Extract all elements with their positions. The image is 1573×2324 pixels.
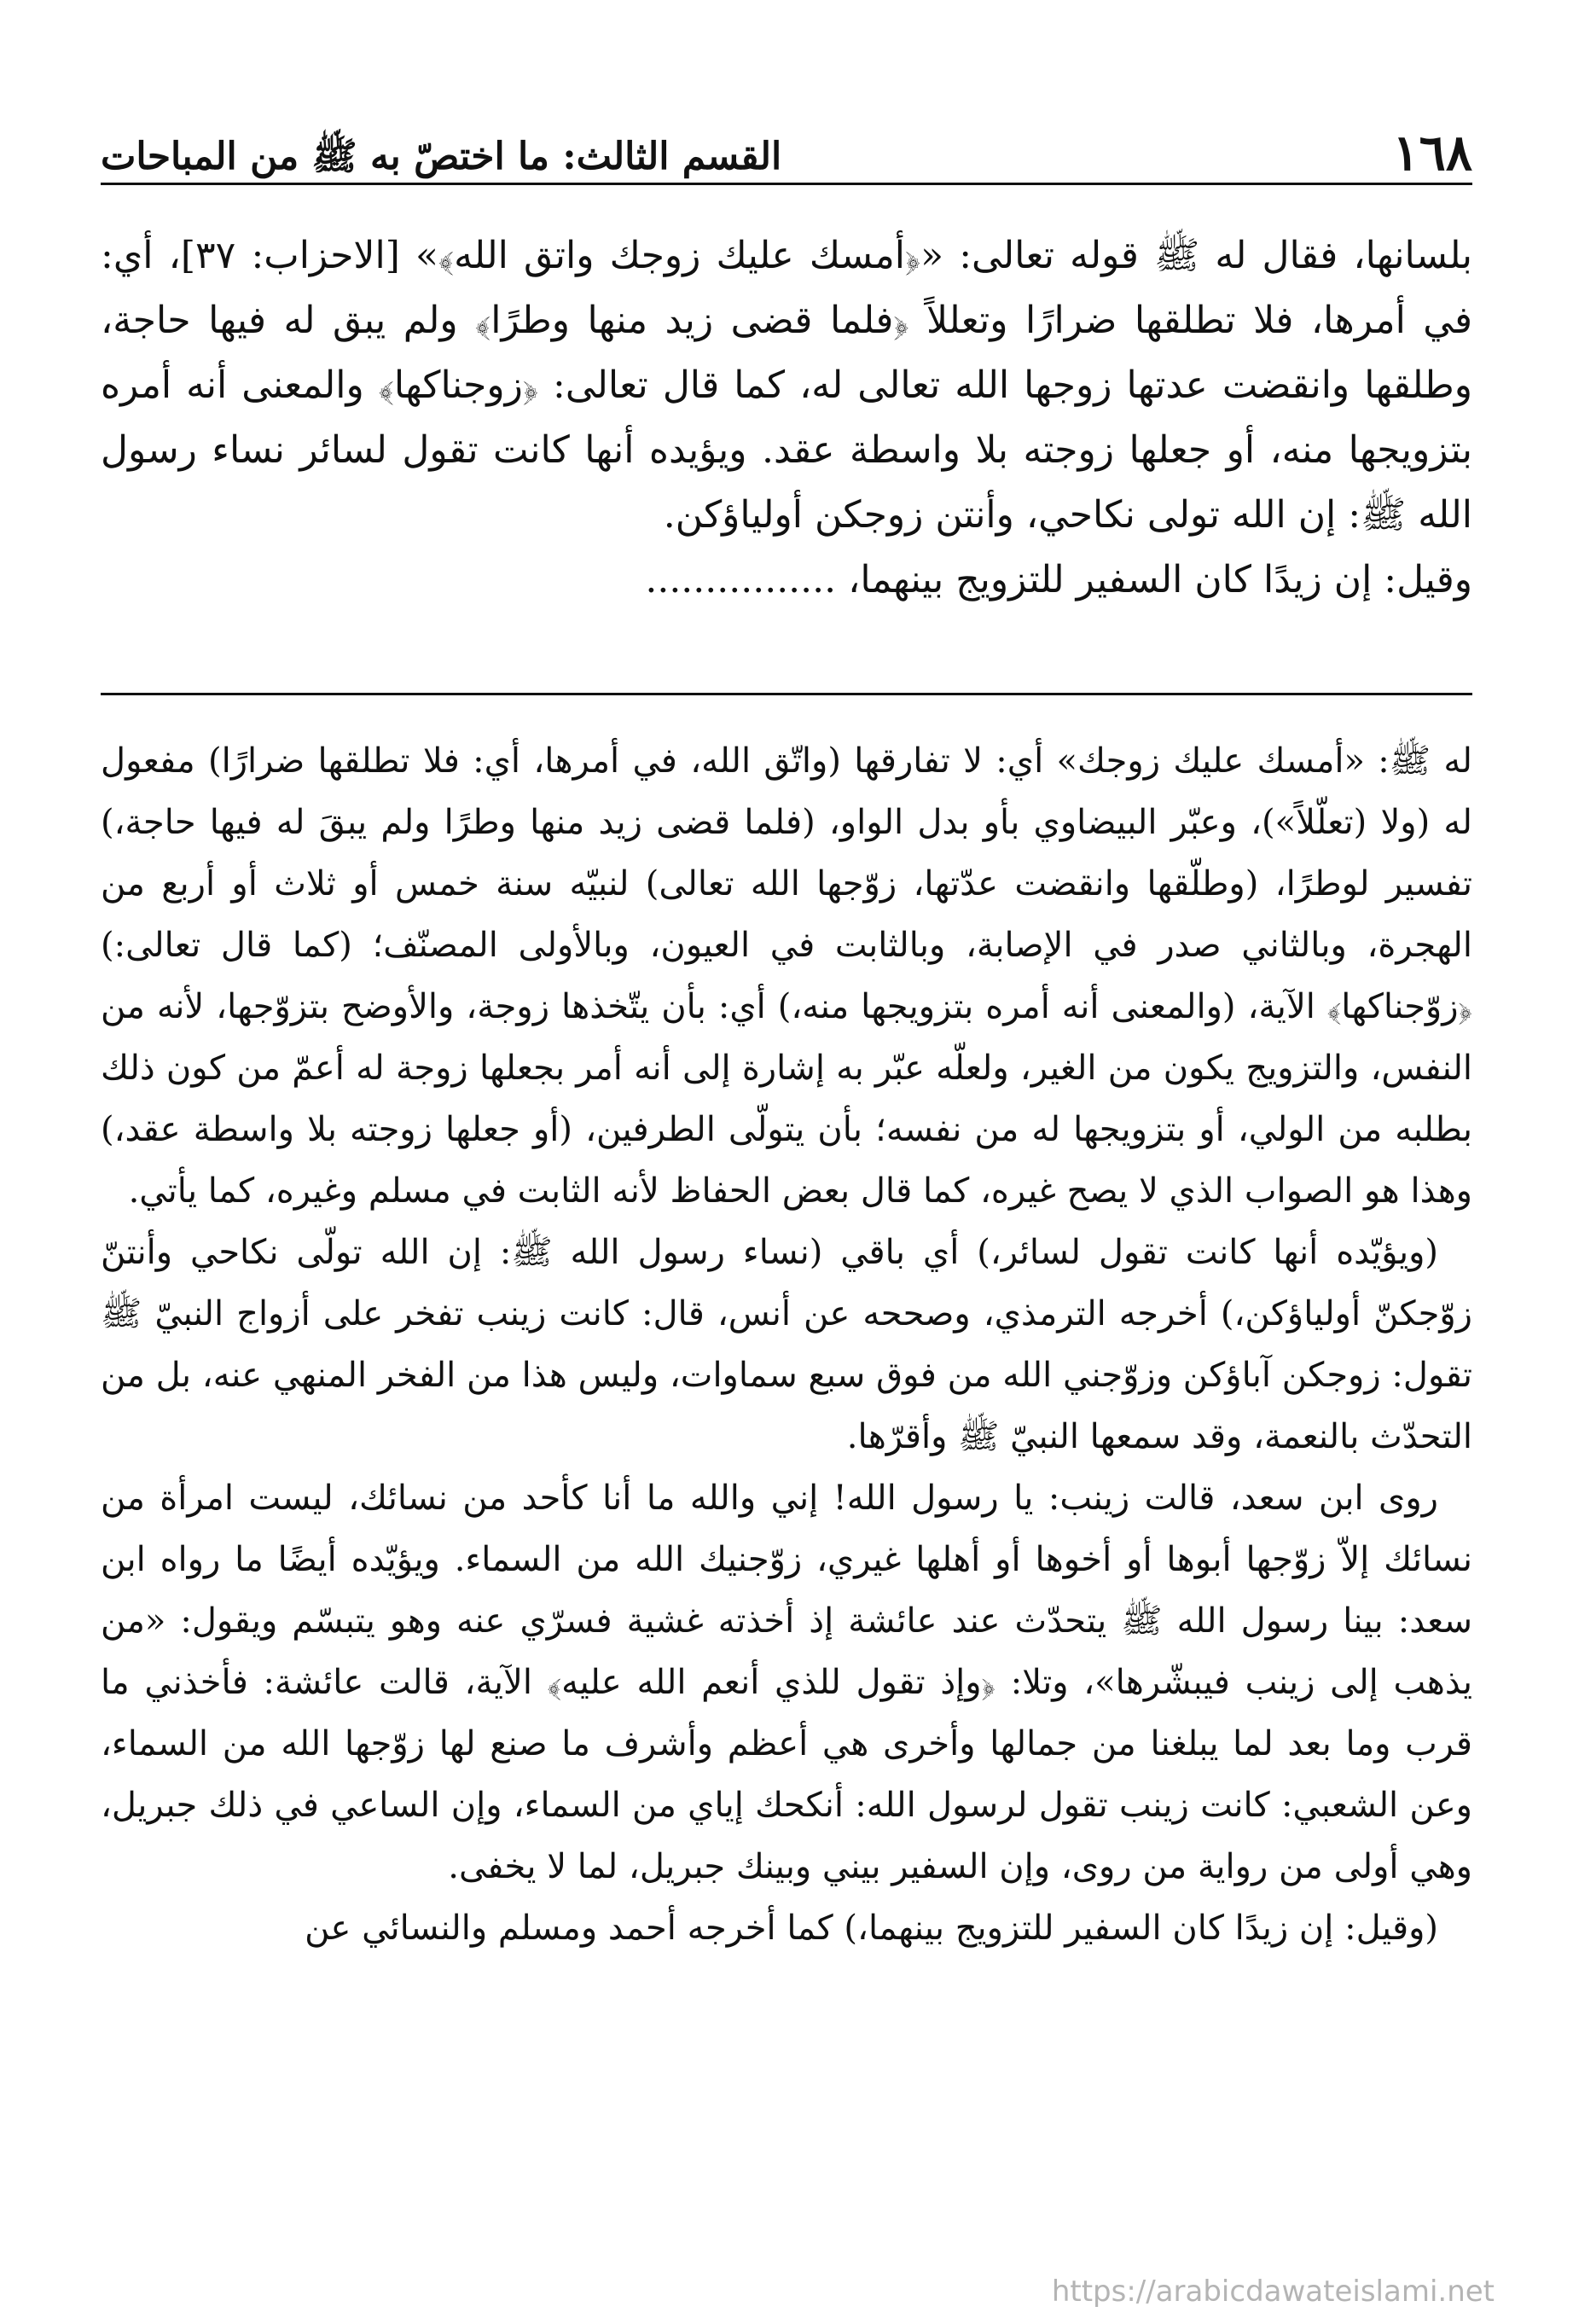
commentary-paragraph: له ﷺ: «أمسك عليك زوجك» أي: لا تفارقها (واتّق الله، في أمرها، أي: فلا تطلقها ضرارًا) مفعول له (ولا (تعلّلاً»)، وعبّر البيضاوي بأو بدل الواو، (فلما قضى زيد منها وطرًا ولم يبقَ له فيها حاجة،) تفسير لوطرًا، (وطلّقها وانقضت عدّتها، زوّجها الله تعالى) لنبيّه سنة خمس أو ثلاث أو أربع من الهجرة، وبالثاني صدر في الإصابة، وبالثابت في العيون، وبالأولى المصنّف؛ (كما قال تعالى:) ﴿زوّجناكها﴾ الآية، (والمعنى أنه أمره بتزويجها منه،) أي: بأن يتّخذها زوجة، والأوضح بتزوّجها، لأنه من النفس، والتزويج يكون من الغير، ولعلّه عبّر به إشارة إلى أنه أمر بجعلها زوجة له أعمّ من كون ذلك بطلبه من الولي، أو بتزويجها له من نفسه؛ بأن يتولّى الطرفين، (أو جعلها زوجته بلا واسطة عقد،) وهذا هو الصواب الذي لا يصح غيره، كما قال بعض الحفاظ لأنه الثابت في مسلم وغيره، كما يأتي. (101, 741, 1472, 1211)
running-header (101, 92, 1472, 182)
commentary-paragraph: روى ابن سعد، قالت زينب: يا رسول الله! إني والله ما أنا كأحد من نسائك، ليست امرأة من نسائك إلاّ زوّجها أبوها أو أخوها أو أهلها غيري، زوّجنيك الله من السماء. ويؤيّده أيضًا ما رواه ابن سعد: بينا رسول الله ﷺ يتحدّث عند عائشة إذ أخذته غشية فسرّي عنه وهو يتبسّم ويقول: «من يذهب إلى زينب فيبشّرها»، وتلا: ﴿وإذ تقول للذي أنعم الله عليه﴾ الآية، قالت عائشة: فأخذني ما قرب وما بعد لما يبلغنا من جمالها وأخرى هي أعظم وأشرف ما صنع لها زوّجها الله من السماء، وعن الشعبي: كانت زينب تقول لرسول الله: أنكحك إياي من السماء، وإن الساعي في ذلك جبريل، وهي أولى من رواية من روى، وإن السفير بيني وبينك جبريل، لما لا يخفى. (101, 1479, 1472, 1886)
main-text-paragraph: بلسانها، فقال له ﷺ قوله تعالى: «﴿أمسك عليك زوجك واتق الله﴾» [الاحزاب: ٣٧]، أي: في أمرها، فلا تطلقها ضرارًا وتعللاً ﴿فلما قضى زيد منها وطرًا﴾ ولم يبق له فيها حاجة، وطلقها وانقضت عدتها زوجها الله تعالى له، كما قال تعالى: ﴿زوجناكها﴾ والمعنى أنه أمره بتزويجها منه، أو جعلها زوجته بلا واسطة عقد. ويؤيده أنها كانت تقول لسائر نساء رسول الله ﷺ: إن الله تولى نكاحي، وأنتن زوجكن أولياؤكن. (101, 234, 1472, 537)
chapter-title: القسم الثالث: ما اختصّ به ﷺ من المباحات (101, 134, 782, 178)
main-text (101, 224, 1472, 613)
watermark-url: https://arabicdawateislami.net (1051, 2275, 1495, 2309)
header-rule (101, 183, 1472, 185)
section-divider (101, 693, 1472, 695)
commentary-text (101, 730, 1472, 1959)
commentary-paragraph: (ويؤيّده أنها كانت تقول لسائر،) أي باقي (نساء رسول الله ﷺ: إن الله تولّى نكاحي وأنتنّ زوّجكنّ أولياؤكن،) أخرجه الترمذي، وصححه عن أنس، قال: كانت زينب تفخر على أزواج النبيّ ﷺ تقول: زوجكن آباؤكن وزوّجني الله من فوق سبع سماوات، وليس هذا من الفخر المنهي عنه، بل من التحدّث بالنعمة، وقد سمعها النبيّ ﷺ وأقرّها. (101, 1233, 1472, 1456)
commentary-paragraph: (وقيل: إن زيدًا كان السفير للتزويج بينهما،) كما أخرجه أحمد ومسلم والنسائي عن (305, 1909, 1438, 1948)
main-text-paragraph: وقيل: إن زيدًا كان السفير للتزويج بينهما، ................ (645, 558, 1472, 601)
page-number: ١٦٨ (1392, 124, 1472, 182)
